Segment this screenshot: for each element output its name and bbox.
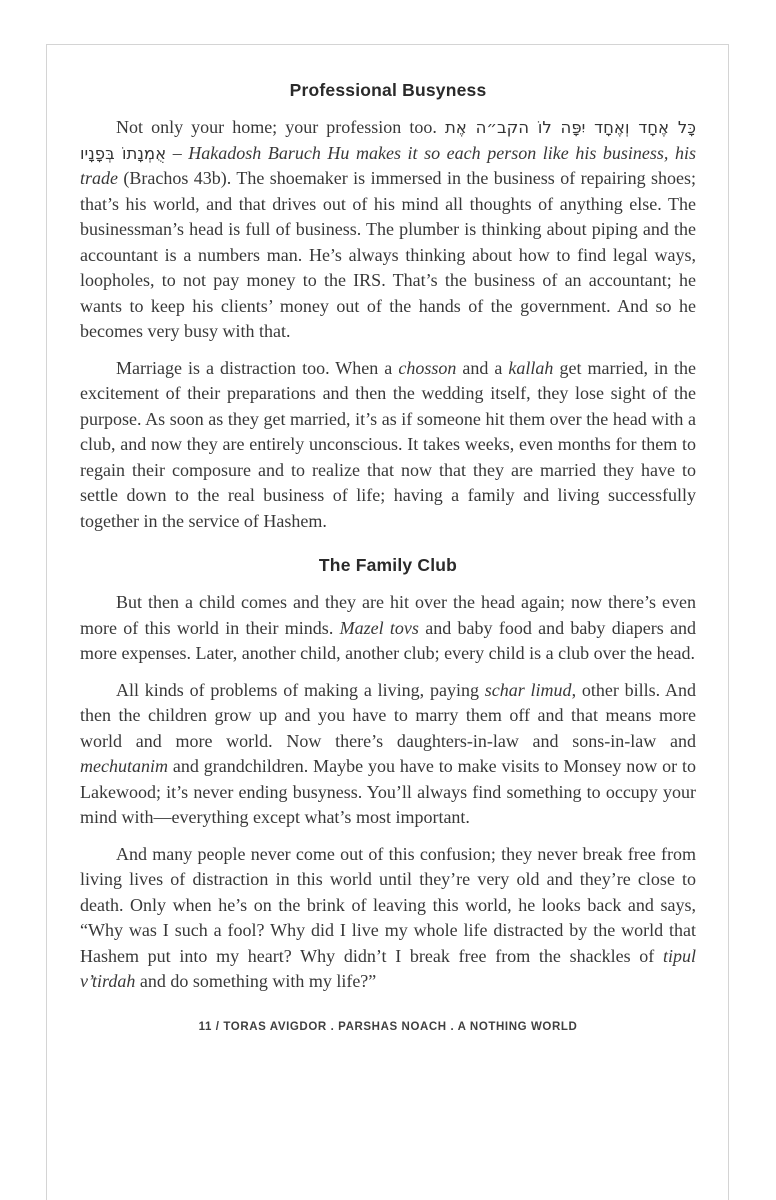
paragraph xyxy=(80,115,696,345)
paragraph xyxy=(80,590,696,667)
italic-run: mechutanim xyxy=(80,756,168,776)
text-run: All kinds of problems of making a living, paying xyxy=(116,679,485,700)
italic-run: Mazel tovs xyxy=(339,617,419,638)
text-run: and grandchildren. Maybe you have to make visits to Monsey now or to Lakewood; it’s never ending busyness. You’ll always find something to occupy your mind with—everything except what’s most important. xyxy=(80,756,696,827)
paragraph xyxy=(80,678,696,831)
hebrew-run: כָּל אֶחָד וְאֶחָד יִפָּה לוֹ הקב״ה אֶת אֻמְנָתוֹ בְּפָנָיו xyxy=(80,118,696,163)
italic-run: chosson xyxy=(398,357,457,378)
text-run: get married, in the excitement of their preparations and then the wedding itself, they lose sight of the purpose. As soon as they get married, it’s as if someone hit them over the head with a club, and now they are entirely unconscious. It takes weeks, even months for them to regain their composure and to realize that now that they are married they have to settle down to the real business of life; having a family and living successfully together in the service of Hashem. xyxy=(80,357,697,531)
page-sheet xyxy=(46,44,729,1200)
text-run: , other bills. And then the children grow up and you have to marry them off and that means more world and more world. Now there’s daughters-in-law and sons-in-law and xyxy=(80,679,696,751)
text-run: – xyxy=(166,142,189,163)
italic-run: Hakadosh Baruch Hu makes it so each person like his business, his trade xyxy=(80,142,696,188)
italic-run: kallah xyxy=(508,357,554,378)
page-blocks xyxy=(80,79,696,995)
page-content xyxy=(47,45,728,1033)
text-run: and a xyxy=(456,357,509,378)
text-run: and baby food and baby diapers and more expenses. Later, another child, another club; every child is a club over the head. xyxy=(80,617,696,663)
section-heading: The Family Club xyxy=(318,555,458,575)
italic-run: tipul v’tirdah xyxy=(80,945,696,991)
italic-run: schar limud xyxy=(484,679,572,700)
text-run: Not only your home; your profession too. xyxy=(116,117,445,137)
section-heading: Professional Busyness xyxy=(289,80,487,100)
text-run: (Brachos 43b). The shoemaker is immersed in the business of repairing shoes; that’s his world, and that drives out of his mind all thoughts of anything else. The businessman’s head is full of business. The plumber is thinking about piping and the accountant is a numbers man. He’s always thinking about how to find legal ways, loopholes, to not pay money to the IRS. That’s the business of an accountant; he wants to keep his clients’ money out of the hands of the government. And so he becomes very busy with that. xyxy=(80,168,696,341)
paragraph xyxy=(80,842,696,995)
text-run: And many people never come out of this confusion; they never break free from living lives of distraction in this world until they’re very old and they’re close to death. Only when he’s on the brink of leaving this world, he looks back and says, “Why was I such a fool? Why did I live my whole life distracted by the world that Hashem put into my heart? Why didn’t I break free from the shackles of xyxy=(80,843,696,966)
page-footer: 11 / TORAS AVIGDOR . PARSHAS NOACH . A NOTHING WORLD xyxy=(198,1020,578,1033)
text-run: Marriage is a distraction too. When a xyxy=(116,357,399,378)
paragraph xyxy=(80,356,696,535)
text-run: But then a child comes and they are hit over the head again; now there’s even more of this world in their minds. xyxy=(80,592,696,638)
text-run: and do something with my life?” xyxy=(135,971,377,991)
